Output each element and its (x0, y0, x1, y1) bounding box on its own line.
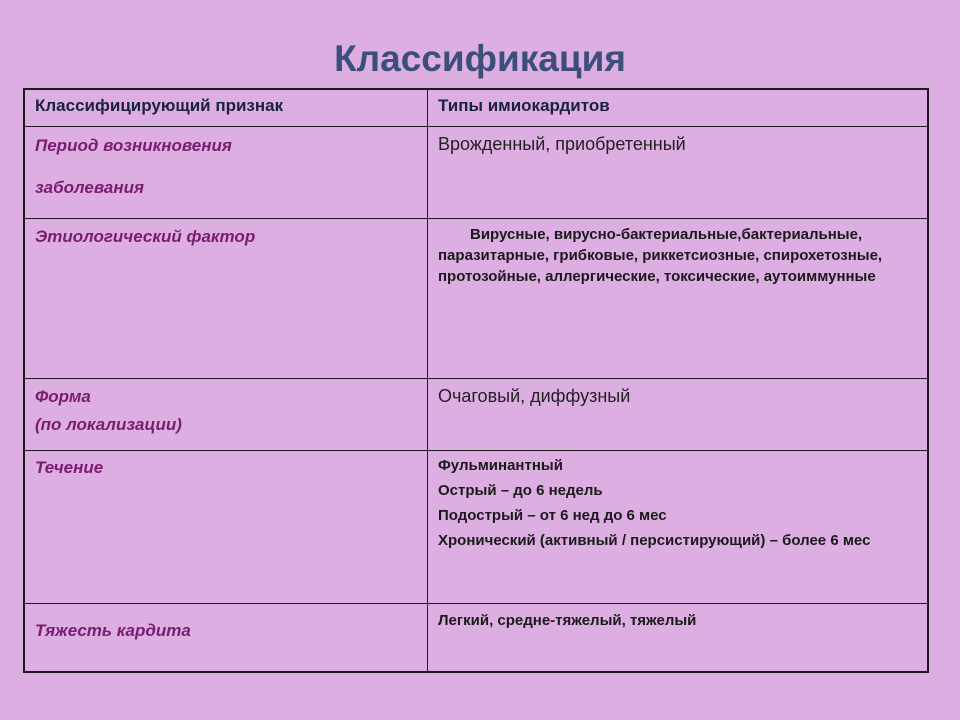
row-etiology-types (428, 219, 927, 379)
row-form-types: Очаговый, диффузный (428, 379, 927, 451)
course-item: Фульминантный (438, 457, 563, 474)
etiology-types-text: Вирусные, вирусно-бактериальные,бактериальные, паразитарные, грибковые, риккетсиозные, спирохетозные, протозойные, аллергические, токсические, аутоиммунные (438, 226, 883, 285)
row-severity-types: Легкий, средне-тяжелый, тяжелый (438, 612, 697, 629)
row-form-criterion (25, 379, 428, 451)
row-period-criterion (25, 127, 428, 219)
course-item: Острый – до 6 недель (438, 482, 603, 499)
row-etiology-criterion: Этиологический фактор (25, 219, 428, 379)
course-item: Подострый – от 6 нед до 6 мес (438, 507, 667, 524)
criterion-line: (по локализации) (35, 415, 182, 434)
header-types: Типы имиокардитов (428, 90, 927, 127)
criterion-line: Период возникновения (35, 136, 232, 155)
classification-table (23, 88, 929, 673)
row-severity-criterion: Тяжесть кардита (25, 604, 428, 671)
criterion-line: Форма (35, 387, 91, 406)
criterion-line: заболевания (35, 178, 145, 197)
row-period-types: Врожденный, приобретенный (428, 127, 927, 219)
course-item: Хронический (активный / персистирующий) – более 6 мес (438, 532, 871, 549)
row-course-types (428, 451, 927, 604)
row-course-criterion: Течение (25, 451, 428, 604)
header-criterion: Классифицирующий признак (25, 90, 428, 127)
slide-title: Классификация (334, 38, 626, 79)
